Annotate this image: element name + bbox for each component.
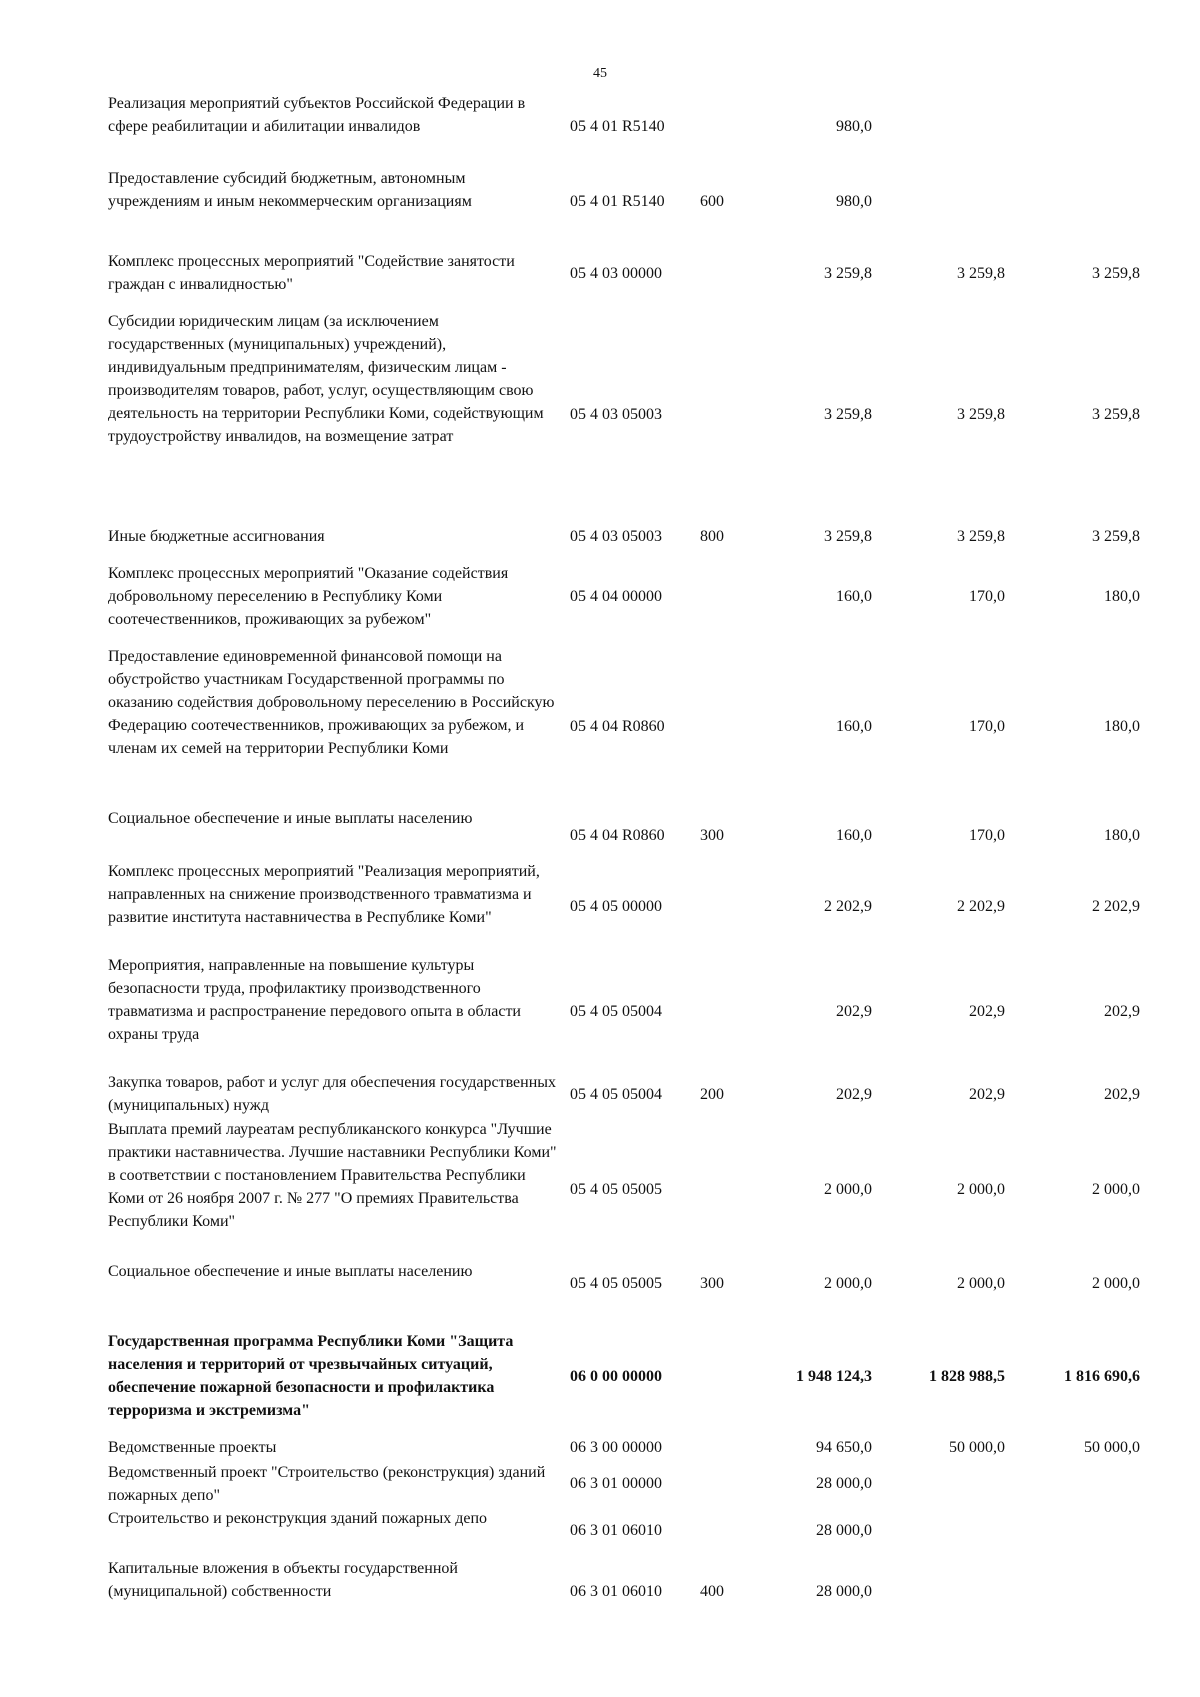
- row-amount-year1: 3 259,8: [824, 528, 872, 545]
- row-amount-year2: 170,0: [969, 588, 1005, 605]
- row-description: Капитальные вложения в объекты государственной (муниципальной) собственности: [108, 1560, 458, 1600]
- row-description: Ведомственный проект "Строительство (реконструкция) зданий пожарных депо": [108, 1464, 546, 1504]
- row-amount-year1: 160,0: [836, 718, 872, 735]
- row-description: Выплата премий лауреатам республиканского конкурса "Лучшие практики наставничества. Лучшие наставники Республики Коми" в соответствии с постановлением Правительства Республики Коми от 26 ноября 2007 г. № 277 "О премиях Правительства Республики Коми": [108, 1121, 557, 1230]
- row-expense-type: 600: [700, 193, 724, 210]
- row-code: 05 4 05 00000: [570, 898, 662, 915]
- row-amount-year1: 28 000,0: [816, 1522, 872, 1539]
- row-code: 06 0 00 00000: [570, 1368, 662, 1385]
- row-amount-year2: 50 000,0: [949, 1439, 1005, 1456]
- row-description: Предоставление субсидий бюджетным, автономным учреждениям и иным некоммерческим организациям: [108, 170, 472, 210]
- row-code: 05 4 04 R0860: [570, 827, 665, 844]
- row-code: 06 3 01 06010: [570, 1583, 662, 1600]
- row-description: Государственная программа Республики Коми "Защита населения и территорий от чрезвычайных ситуаций, обеспечение пожарной безопасности и профилактика терроризма и экстремизма": [108, 1333, 514, 1419]
- row-amount-year3: 202,9: [1104, 1003, 1140, 1020]
- row-amount-year3: 180,0: [1104, 827, 1140, 844]
- row-code: 05 4 04 R0860: [570, 718, 665, 735]
- row-expense-type: 400: [700, 1583, 724, 1600]
- row-amount-year3: 2 000,0: [1092, 1181, 1140, 1198]
- row-code: 05 4 04 00000: [570, 588, 662, 605]
- row-description: Строительство и реконструкция зданий пожарных депо: [108, 1510, 488, 1527]
- row-amount-year2: 3 259,8: [957, 265, 1005, 282]
- row-amount-year2: 2 000,0: [957, 1181, 1005, 1198]
- row-amount-year3: 3 259,8: [1092, 265, 1140, 282]
- row-amount-year2: 2 202,9: [957, 898, 1005, 915]
- row-code: 05 4 05 05005: [570, 1181, 662, 1198]
- row-code: 05 4 03 05003: [570, 406, 662, 423]
- row-amount-year1: 2 000,0: [824, 1275, 872, 1292]
- row-amount-year2: 202,9: [969, 1003, 1005, 1020]
- row-description: Комплекс процессных мероприятий "Оказание содействия добровольному переселению в Республику Коми соотечественников, проживающих за рубежом": [108, 565, 509, 628]
- row-description: Социальное обеспечение и иные выплаты населению: [108, 810, 473, 827]
- row-amount-year3: 180,0: [1104, 588, 1140, 605]
- row-amount-year1: 2 202,9: [824, 898, 872, 915]
- row-expense-type: 300: [700, 1275, 724, 1292]
- row-amount-year2: 3 259,8: [957, 406, 1005, 423]
- row-amount-year2: 202,9: [969, 1086, 1005, 1103]
- row-description: Субсидии юридическим лицам (за исключением государственных (муниципальных) учреждений), индивидуальным предпринимателям, физическим лицам - производителям товаров, работ, услуг, осуществляющим свою деятельность на территории Республики Коми, содействующим трудоустройству инвалидов, на возмещение затрат: [108, 313, 544, 445]
- row-description: Ведомственные проекты: [108, 1439, 277, 1456]
- row-amount-year2: 1 828 988,5: [929, 1368, 1005, 1385]
- row-amount-year1: 28 000,0: [816, 1475, 872, 1492]
- row-code: 05 4 05 05004: [570, 1086, 662, 1103]
- row-amount-year1: 94 650,0: [816, 1439, 872, 1456]
- row-description: Комплекс процессных мероприятий "Содействие занятости граждан с инвалидностью": [108, 253, 515, 293]
- row-amount-year3: 2 202,9: [1092, 898, 1140, 915]
- row-amount-year1: 980,0: [836, 193, 872, 210]
- row-amount-year1: 202,9: [836, 1003, 872, 1020]
- row-amount-year3: 202,9: [1104, 1086, 1140, 1103]
- row-amount-year1: 1 948 124,3: [796, 1368, 872, 1385]
- row-description: Мероприятия, направленные на повышение культуры безопасности труда, профилактику производственного травматизма и распространение передового опыта в области охраны труда: [108, 957, 521, 1043]
- page-number: 45: [593, 66, 607, 81]
- row-expense-type: 800: [700, 528, 724, 545]
- row-amount-year3: 180,0: [1104, 718, 1140, 735]
- row-amount-year3: 3 259,8: [1092, 406, 1140, 423]
- row-code: 05 4 05 05005: [570, 1275, 662, 1292]
- row-description: Реализация мероприятий субъектов Российской Федерации в сфере реабилитации и абилитации инвалидов: [108, 95, 526, 135]
- row-amount-year1: 28 000,0: [816, 1583, 872, 1600]
- row-amount-year2: 3 259,8: [957, 528, 1005, 545]
- row-code: 06 3 01 06010: [570, 1522, 662, 1539]
- row-code: 05 4 05 05004: [570, 1003, 662, 1020]
- row-amount-year1: 202,9: [836, 1086, 872, 1103]
- row-description: Иные бюджетные ассигнования: [108, 528, 325, 545]
- row-amount-year3: 2 000,0: [1092, 1275, 1140, 1292]
- row-amount-year3: 3 259,8: [1092, 528, 1140, 545]
- row-code: 05 4 03 05003: [570, 528, 662, 545]
- row-amount-year1: 2 000,0: [824, 1181, 872, 1198]
- row-expense-type: 300: [700, 827, 724, 844]
- row-amount-year2: 2 000,0: [957, 1275, 1005, 1292]
- row-code: 05 4 01 R5140: [570, 193, 665, 210]
- row-code: 05 4 01 R5140: [570, 118, 665, 135]
- row-amount-year1: 160,0: [836, 827, 872, 844]
- row-amount-year1: 3 259,8: [824, 406, 872, 423]
- row-code: 05 4 03 00000: [570, 265, 662, 282]
- row-amount-year1: 160,0: [836, 588, 872, 605]
- row-code: 06 3 01 00000: [570, 1475, 662, 1492]
- row-amount-year3: 1 816 690,6: [1064, 1368, 1140, 1385]
- row-amount-year2: 170,0: [969, 718, 1005, 735]
- row-description: Социальное обеспечение и иные выплаты населению: [108, 1263, 473, 1280]
- row-description: Предоставление единовременной финансовой помощи на обустройство участникам Государственной программы по оказанию содействия добровольному переселению в Российскую Федерацию соотечественников, проживающих за рубежом, и членам их семей на территории Республики Коми: [108, 648, 555, 757]
- row-expense-type: 200: [700, 1086, 724, 1103]
- row-description: Комплекс процессных мероприятий "Реализация мероприятий, направленных на снижение производственного травматизма и развитие института наставничества в Республике Коми": [108, 863, 540, 926]
- row-description: Закупка товаров, работ и услуг для обеспечения государственных (муниципальных) нужд: [108, 1074, 557, 1114]
- row-amount-year3: 50 000,0: [1084, 1439, 1140, 1456]
- row-code: 06 3 00 00000: [570, 1439, 662, 1456]
- row-amount-year2: 170,0: [969, 827, 1005, 844]
- row-amount-year1: 980,0: [836, 118, 872, 135]
- row-amount-year1: 3 259,8: [824, 265, 872, 282]
